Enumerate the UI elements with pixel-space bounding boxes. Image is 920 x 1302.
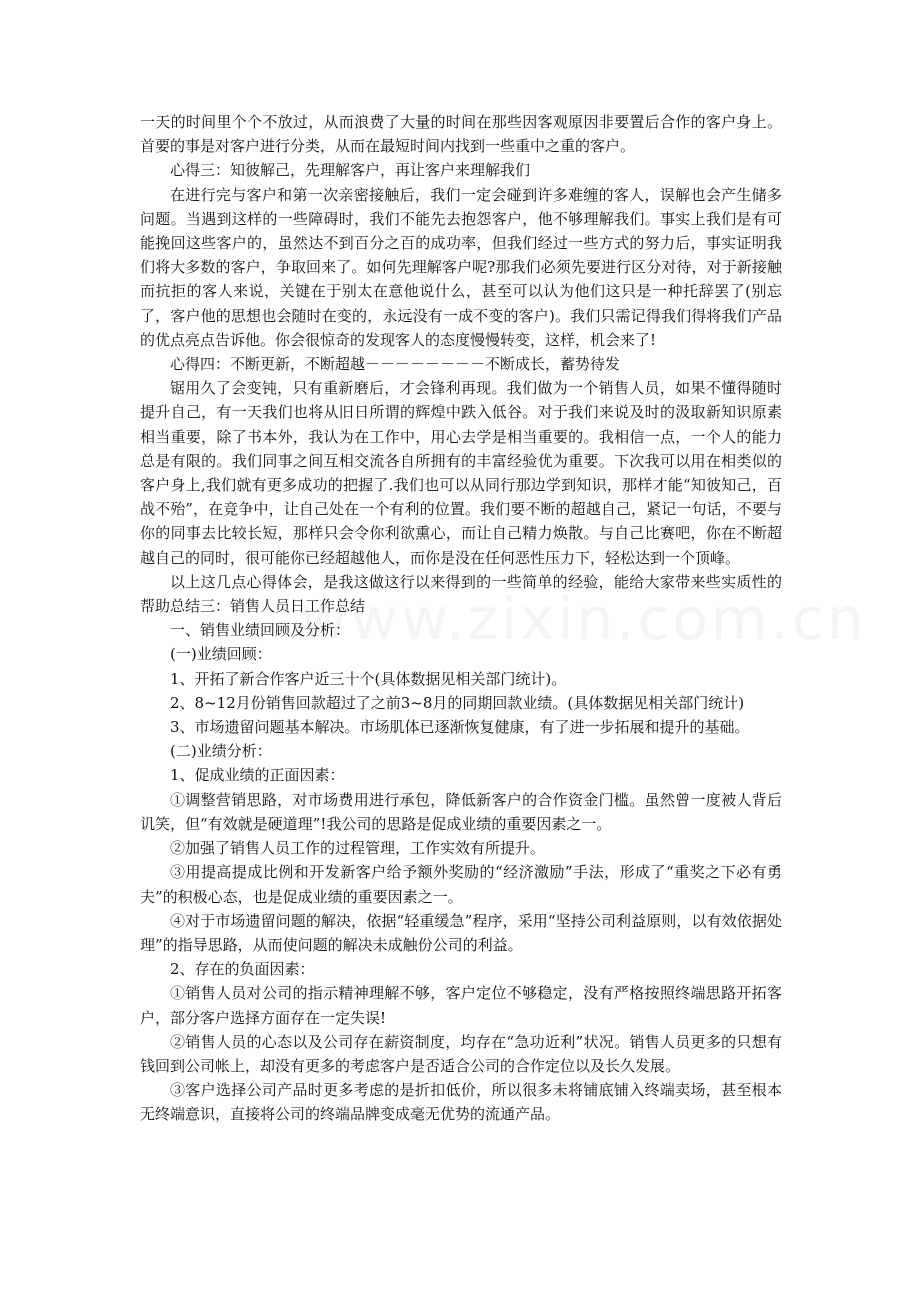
list-item: ②销售人员的心态以及公司存在薪资制度，均存在“急功近利”状况。销售人员更多的只想有钱回到公司帐上，却没有更多的考虑客户是否适合公司的合作定位以及长久发展。 [140, 1032, 782, 1075]
paragraph-3: 在进行完与客户和第一次亲密接触后，我们一定会碰到许多难缠的客人，误解也会产生储多问题。当遇到这样的一些障碍时，我们不能先去抱怨客户，他不够理解我们。事实上我们是有可能挽回这些客户的，虽然达不到百分之百的成功率，但我们经过一些方式的努力后，事实证明我们将大多数的客户，争取回来了。如何先理解客户呢?那我们必须先要进行区分对待，对于新接触而抗拒的客人来说，关键在于别太在意他说什么，甚至可以认为他们这只是一种托辞罢了(别忘了，客户他的思想也会随时在变的，永远没有一成不变的客户)。我们只需记得我们得将我们产品的优点亮点告诉他。你会很惊奇的发现客人的态度慢慢转变，这样，机会来了! [140, 185, 782, 349]
paragraph-5: 锯用久了会变钝，只有重新磨后，才会锋利再现。我们做为一个销售人员，如果不懂得随时提升自己，有一天我们也将从旧日所谓的辉煌中跌入低谷。对于我们来说及时的汲取新知识原素相当重要，除了书本外，我认为在工作中，用心去学是相当重要的。我相信一点，一个人的能力总是有限的。我们同事之间互相交流各自所拥有的丰富经验优为重要。下次我可以用在相类似的客户身上,我们就有更多成功的把握了.我们也可以从同行那边学到知识，那样才能“知彼知己，百战不殆”，在竞争中，让自己处在一个有利的位置。我们要不断的超越自己，紧记一句话，不要与你的同事去比较长短，那样只会令你利欲熏心，而让自己精力焕散。与自己比赛吧，你在不断超越自己的同时，很可能你已经超越他人，而你是没在任何恶性压力下，轻松达到一个顶峰。 [140, 379, 782, 567]
heading-insight-4: 心得四：不断更新，不断超越－－－－－－－－不断成长，蓄势待发 [170, 355, 621, 374]
paragraph-6: 以上这几点心得体会，是我这做这行以来得到的一些简单的经验，能给大家带来些实质性的帮助总结三：销售人员日工作总结 [140, 572, 782, 616]
factor-heading-negative: 2、存在的负面因素： [170, 960, 315, 979]
watermark: www.zixin.com.cn [300, 585, 867, 653]
list-item: 1、开拓了新合作客户近三十个(具体数据见相关部门统计)。 [170, 669, 567, 688]
list-item: ①调整营销思路，对市场费用进行承包，降低新客户的合作资金门槛。虽然曾一度被人背后讥笑，但“有效就是硬道理”!我公司的思路是促成业绩的重要因素之一。 [140, 790, 782, 833]
document-body [140, 110, 782, 1127]
subsection-heading-1: (一)业绩回顾： [170, 645, 272, 664]
list-item: 2、8~12月份销售回款超过了之前3~8月的同期回款业绩。(具体数据见相关部门统计) [170, 693, 745, 712]
subsection-heading-2: (二)业绩分析： [170, 742, 272, 761]
list-item: ②加强了销售人员工作的过程管理，工作实效有所提升。 [170, 839, 546, 858]
section-heading-1: 一、销售业绩回顾及分析： [170, 621, 351, 640]
factor-heading-positive: 1、促成业绩的正面因素： [170, 766, 345, 785]
paragraph-1: 一天的时间里个个不放过，从而浪费了大量的时间在那些因客观原因非要置后合作的客户身上。首要的事是对客户进行分类，从而在最短时间内找到一些重中之重的客户。 [140, 113, 782, 156]
list-item: ①销售人员对公司的指示精神理解不够，客户定位不够稳定，没有严格按照终端思路开拓客户，部分客户选择方面存在一定失误! [140, 984, 782, 1027]
heading-insight-3: 心得三：知彼解己，先理解客户，再让客户来理解我们 [170, 161, 531, 180]
list-item: ③客户选择公司产品时更多考虑的是折扣低价，所以很多未将铺底铺入终端卖场，甚至根本无终端意识，直接将公司的终端品牌变成毫无优势的流通产品。 [140, 1081, 782, 1124]
list-item: ④对于市场遗留问题的解决，依据“轻重缓急”程序，采用“坚持公司利益原则，以有效依据处理”的指导思路，从而使问题的解决未成触份公司的利益。 [140, 911, 782, 954]
list-item: ③用提高提成比例和开发新客户给予额外奖励的“经济激励”手法，形成了“重奖之下必有勇夫”的积极心态，也是促成业绩的重要因素之一。 [140, 863, 782, 906]
list-item: 3、市场遗留问题基本解决。市场肌体已逐渐恢复健康，有了进一步拓展和提升的基础。 [170, 718, 750, 737]
